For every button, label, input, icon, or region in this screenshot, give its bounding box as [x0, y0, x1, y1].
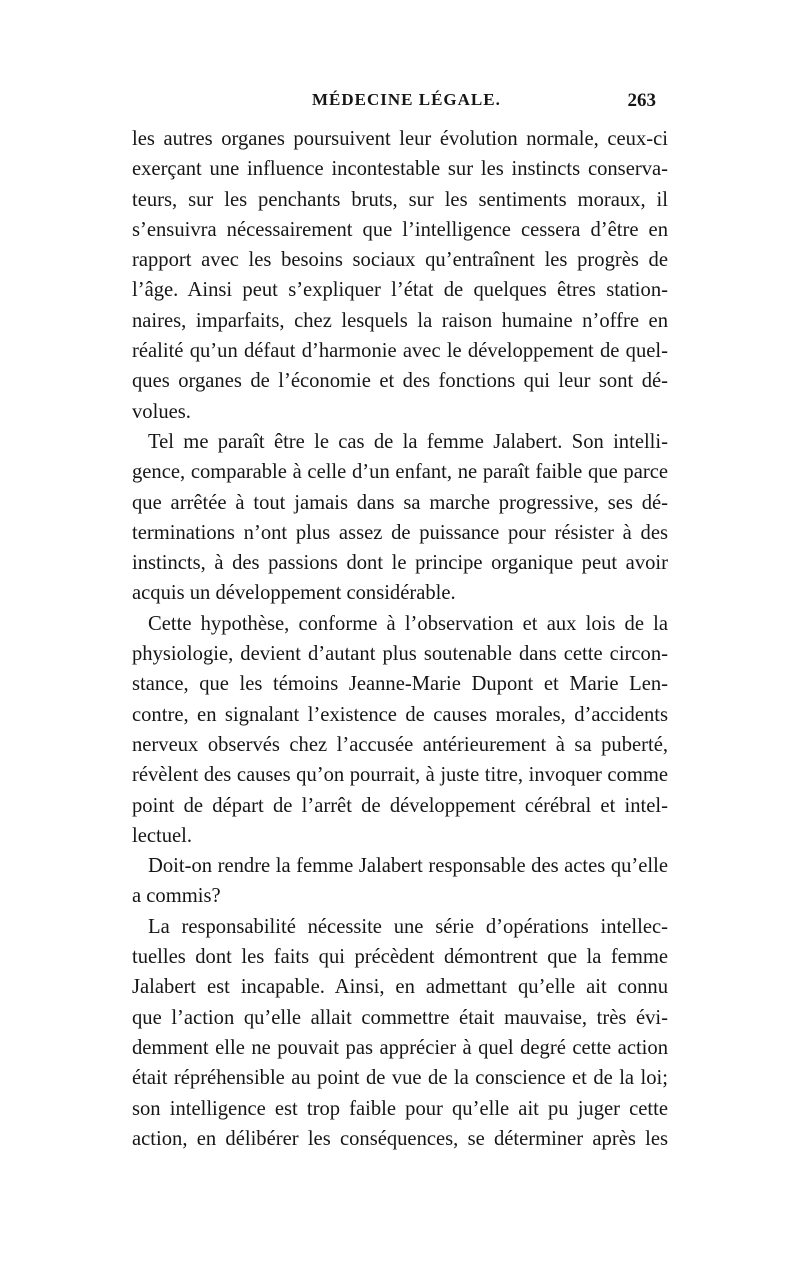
page-number: 263 [627, 90, 656, 111]
text-line: exerçant une influence incontestable sur les instincts conserva- [132, 158, 668, 181]
text-line: s’ensuivra nécessairement que l’intelligence cessera d’être en [132, 218, 668, 241]
paragraph-end-line: volues. [132, 400, 191, 423]
page-header [132, 90, 656, 120]
text-line: gence, comparable à celle d’un enfant, ne paraît faible que parce [132, 461, 668, 484]
paragraph-end-line: acquis un développement considérable. [132, 582, 456, 605]
text-line: son intelligence est trop faible pour qu’elle ait pu juger cette [132, 1097, 668, 1120]
paragraph-start-line: Cette hypothèse, conforme à l’observation et aux lois de la [148, 612, 668, 635]
text-line: nerveux observés chez l’accusée antérieurement à sa puberté, [132, 733, 668, 756]
text-line: rapport avec les besoins sociaux qu’entraînent les progrès de [132, 249, 668, 272]
text-line: action, en délibérer les conséquences, se déterminer après les [132, 1127, 668, 1150]
running-head: MÉDECINE LÉGALE. [312, 90, 501, 109]
text-line: point de départ de l’arrêt de développement cérébral et intel- [132, 794, 668, 817]
text-line: demment elle ne pouvait pas apprécier à quel degré cette action [132, 1036, 668, 1059]
text-line: Jalabert est incapable. Ainsi, en admettant qu’elle ait connu [132, 976, 668, 999]
text-line: teurs, sur les penchants bruts, sur les sentiments moraux, il [132, 188, 668, 211]
paragraph-start-line: Tel me paraît être le cas de la femme Jalabert. Son intelli- [148, 430, 668, 453]
text-line: était répréhensible au point de vue de la conscience et de la loi; [132, 1067, 668, 1090]
text-line: naires, imparfaits, chez lesquels la raison humaine n’offre en [132, 309, 668, 332]
body-text [132, 124, 668, 1154]
text-line: stance, que les témoins Jeanne-Marie Dupont et Marie Len- [132, 673, 668, 696]
text-line: que l’action qu’elle allait commettre était mauvaise, très évi- [132, 1006, 668, 1029]
text-line: contre, en signalant l’existence de causes morales, d’accidents [132, 703, 668, 726]
text-line: instincts, à des passions dont le principe organique peut avoir [132, 552, 668, 575]
question-line: Doit-on rendre la femme Jalabert responsable des actes qu’elle [148, 855, 668, 878]
text-line: réalité qu’un défaut d’harmonie avec le développement de quel- [132, 340, 668, 363]
text-line: révèlent des causes qu’on pourrait, à juste titre, invoquer comme [132, 764, 668, 787]
paragraph-start-line: La responsabilité nécessite une série d’opérations intellec- [148, 915, 668, 938]
text-line: tuelles dont les faits qui précèdent démontrent que la femme [132, 946, 668, 969]
text-line: physiologie, devient d’autant plus soutenable dans cette circon- [132, 643, 668, 666]
text-line: ques organes de l’économie et des fonctions qui leur sont dé- [132, 370, 668, 393]
text-line: que arrêtée à tout jamais dans sa marche progressive, ses dé- [132, 491, 668, 514]
text-line: l’âge. Ainsi peut s’expliquer l’état de quelques êtres station- [132, 279, 668, 302]
text-line: les autres organes poursuivent leur évolution normale, ceux-ci [132, 128, 668, 150]
paragraph-end-line: lectuel. [132, 824, 193, 847]
question-end-line: a commis? [132, 885, 221, 908]
text-line: terminations n’ont plus assez de puissance pour résister à des [132, 521, 668, 544]
